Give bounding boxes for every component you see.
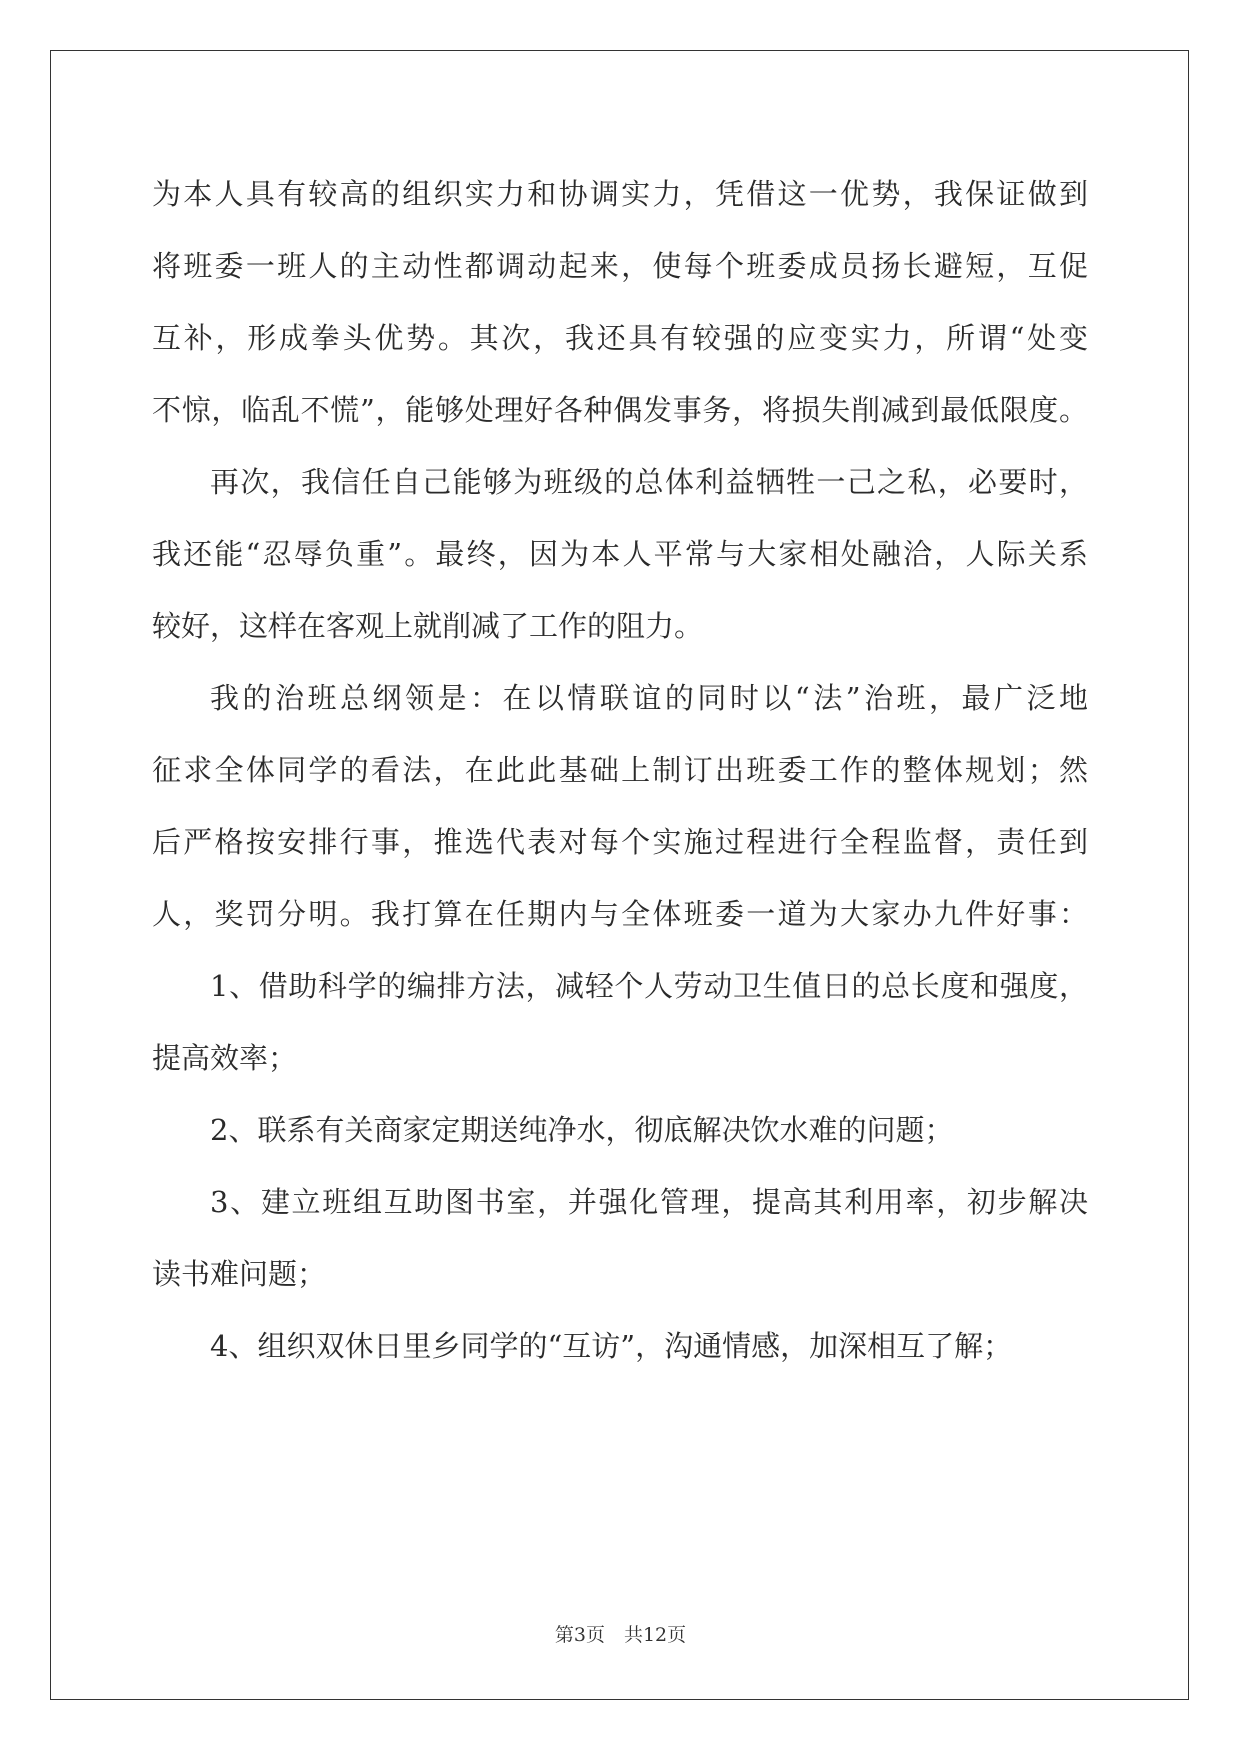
- text-line: 提高效率；: [152, 1041, 298, 1075]
- text-line: 将班委一班人的主动性都调动起来，使每个班委成员扬长避短，互促: [152, 249, 1088, 283]
- text-line: 我的治班总纲领是：在以情联谊的同时以“法”治班，最广泛地: [210, 681, 1088, 715]
- text-line: 读书难问题；: [152, 1257, 327, 1291]
- text-line: 我还能“忍辱负重”。最终，因为本人平常与大家相处融洽，人际关系: [152, 537, 1088, 571]
- list-item: [152, 1310, 1088, 1382]
- text-line: 再次，我信任自己能够为班级的总体利益牺牲一己之私，必要时，: [210, 465, 1088, 499]
- list-item: [152, 1166, 1088, 1310]
- text-line: 3、建立班组互助图书室，并强化管理，提高其利用率，初步解决: [210, 1185, 1088, 1219]
- text-line: 人，奖罚分明。我打算在任期内与全体班委一道为大家办九件好事：: [152, 897, 1088, 931]
- paragraph: [152, 446, 1088, 662]
- text-line: 1、借助科学的编排方法，减轻个人劳动卫生值日的总长度和强度，: [210, 969, 1088, 1003]
- text-line: 较好，这样在客观上就削减了工作的阻力。: [152, 609, 704, 643]
- text-line: 不惊，临乱不慌”，能够处理好各种偶发事务，将损失削减到最低限度。: [152, 393, 1088, 427]
- text-line: 4、组织双休日里乡同学的“互访”，沟通情感，加深相互了解；: [210, 1329, 1013, 1363]
- text-line: 互补，形成拳头优势。其次，我还具有较强的应变实力，所谓“处变: [152, 321, 1088, 355]
- page-number: 第3页 共12页: [554, 1624, 687, 1646]
- paragraph: [152, 662, 1088, 950]
- text-line: 2、联系有关商家定期送纯净水，彻底解决饮水难的问题；: [210, 1113, 954, 1147]
- document-body: [152, 158, 1088, 1382]
- text-line: 后严格按安排行事，推选代表对每个实施过程进行全程监督，责任到: [152, 825, 1088, 859]
- list-item: [152, 950, 1088, 1094]
- text-line: 为本人具有较高的组织实力和协调实力，凭借这一优势，我保证做到: [152, 177, 1088, 211]
- paragraph: [152, 158, 1088, 446]
- list-item: [152, 1094, 1088, 1166]
- text-line: 征求全体同学的看法，在此此基础上制订出班委工作的整体规划；然: [152, 753, 1088, 787]
